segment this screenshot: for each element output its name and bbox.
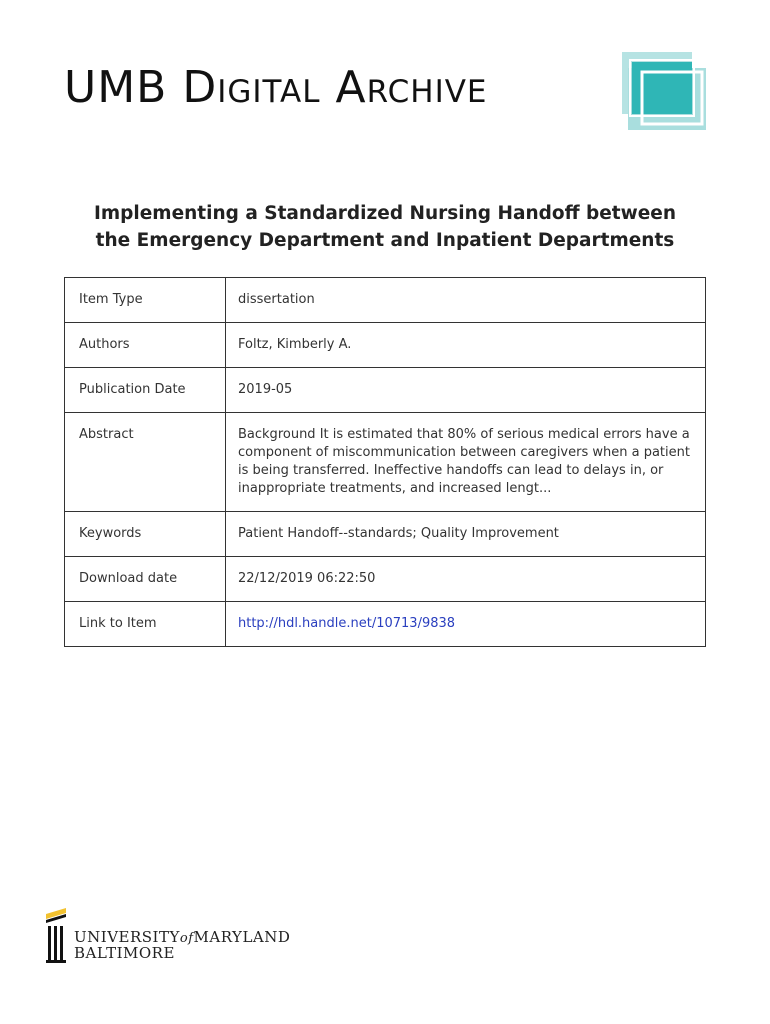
- archive-title-umb: UMB: [64, 62, 183, 113]
- row-value-link: [226, 602, 706, 647]
- archive-title: [64, 62, 488, 113]
- item-link[interactable]: http://hdl.handle.net/10713/9838: [238, 616, 456, 631]
- row-label-keywords: Keywords: [65, 512, 226, 557]
- table-row: [65, 602, 706, 647]
- university-name-line1b: MARYLAND: [193, 928, 291, 946]
- table-row: [65, 368, 706, 413]
- university-name-line1a: UNIVERSITY: [74, 928, 180, 946]
- row-label-item-type: Item Type: [65, 278, 226, 323]
- row-label-link: Link to Item: [65, 602, 226, 647]
- archive-header: [64, 56, 708, 136]
- table-row: [65, 557, 706, 602]
- row-value-item-type: dissertation: [226, 278, 706, 323]
- row-value-authors: Foltz, Kimberly A.: [226, 323, 706, 368]
- archive-title-archive: Archive: [320, 62, 488, 113]
- metadata-table: [64, 277, 706, 647]
- university-name-of: of: [179, 931, 194, 946]
- row-value-publication-date: 2019-05: [226, 368, 706, 413]
- university-footer: [44, 908, 304, 968]
- row-value-keywords: Patient Handoff--standards; Quality Improvement: [226, 512, 706, 557]
- row-label-publication-date: Publication Date: [65, 368, 226, 413]
- table-row: [65, 323, 706, 368]
- document-title: [64, 200, 706, 254]
- document-title-line2: the Emergency Department and Inpatient Departments: [95, 230, 675, 251]
- row-value-abstract: Background It is estimated that 80% of serious medical errors have a component of miscommunication between caregivers when a patient is being transferred. Ineffective handoffs can lead to delays in, or inappropriate treatments, and increased lengt...: [226, 413, 706, 512]
- university-name-line2: BALTIMORE: [74, 944, 175, 962]
- row-label-download-date: Download date: [65, 557, 226, 602]
- table-row: [65, 413, 706, 512]
- row-label-authors: Authors: [65, 323, 226, 368]
- document-title-line1: Implementing a Standardized Nursing Handoff between: [94, 203, 676, 224]
- row-label-abstract: Abstract: [65, 413, 226, 512]
- archive-logo-icon: [622, 52, 708, 132]
- row-value-download-date: 22/12/2019 06:22:50: [226, 557, 706, 602]
- university-name: [74, 928, 290, 962]
- university-logo-icon: [44, 908, 72, 964]
- archive-title-digital: Digital: [182, 62, 321, 113]
- table-row: [65, 278, 706, 323]
- table-row: [65, 512, 706, 557]
